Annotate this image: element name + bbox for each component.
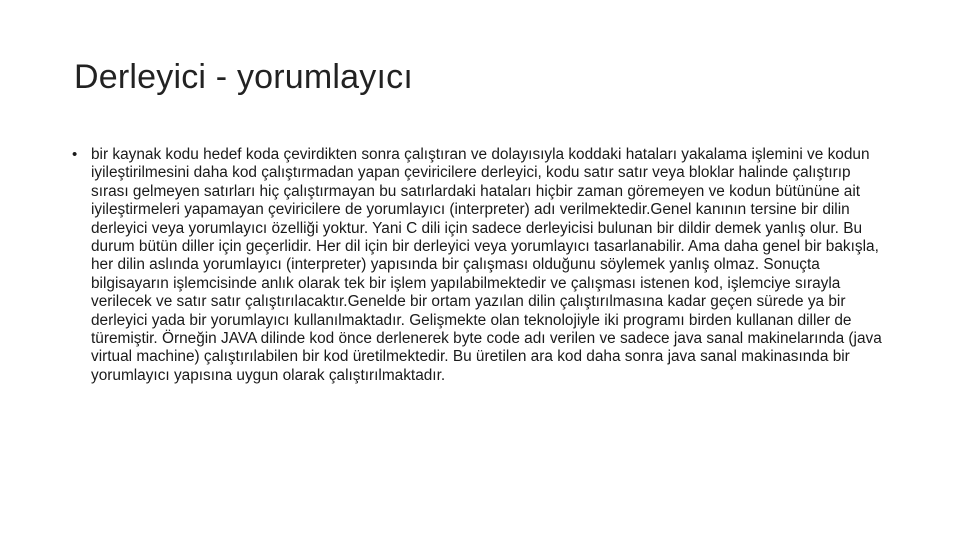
content-body [72, 146, 887, 385]
bullet-marker: • [72, 146, 78, 163]
bullet-item [72, 146, 887, 385]
bullet-list [72, 146, 887, 385]
bullet-text: bir kaynak kodu hedef koda çevirdikten sonra çalıştıran ve dolayısıyla koddaki hataları yakalama işlemini ve kodun iyileştirilmesini daha kod çalıştırmadan yapan çeviricilere derleyici, kodu satır satır veya bloklar halinde çalıştırıp sırası gelmeyen satırları hiç çalıştırmayan bu satırlardaki hataları hiçbir zaman göremeyen ve kodun bütününe ait iyileştirmeleri yapamayan çeviricilere de yorumlayıcı (interpreter) adı verilmektedir.Genel kanının tersine bir dilin derleyici veya yorumlayıcı özelliği yoktur. Yani C dili için sadece derleyicisi bulunan bir dildir demek yanlış olur. Bu durum bütün diller için geçerlidir. Her dil için bir derleyici veya yorumlayıcı tasarlanabilir. Ama daha genel bir bakışla, her dilin aslında yorumlayıcı (interpreter) yapısında bir çalışması olduğunu söylemek yanlış olmaz. Sonuçta bilgisayarın işlemcisinde anlık olarak tek bir işlem yapılabilmektedir ve çalışması istenen kod, işlemciye sırayla verilecek ve satır satır çalıştırılacaktır.Genelde bir ortam yazılan dilin çalıştırılmasına kadar geçen sürede ya bir derleyici yada bir yorumlayıcı kullanılmaktadır. Gelişmekte olan teknolojiyle iki programı birden kullanan diller de türemiştir. Örneğin JAVA dilinde kod önce derlenerek byte code adı verilen ve sadece java sanal makinelarında (java virtual machine) çalıştırılabilen bir kod üretilmektedir. Bu üretilen ara kod daha sonra java sanal makinasında bir yorumlayıcı yapısına uygun olarak çalıştırılmaktadır. [91, 146, 882, 384]
slide-title: Derleyici - yorumlayıcı [74, 58, 413, 96]
